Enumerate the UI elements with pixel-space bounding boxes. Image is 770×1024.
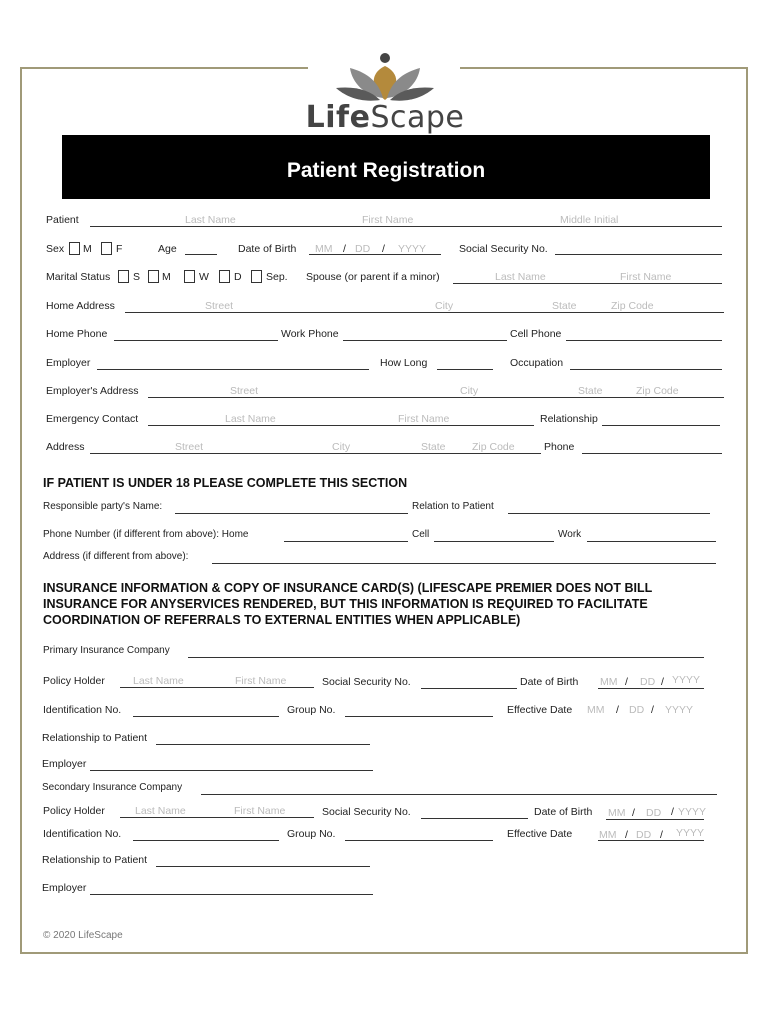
secondary-group-label: Group No. <box>287 828 336 840</box>
work-phone-field[interactable] <box>343 340 507 341</box>
primary-policy-holder-field[interactable] <box>120 687 314 688</box>
placeholder-zip: Zip Code <box>611 300 654 312</box>
primary-id-field[interactable] <box>133 716 279 717</box>
slash: / <box>382 243 385 255</box>
secondary-ssn-label: Social Security No. <box>322 806 411 818</box>
home-phone-label: Home Phone <box>46 328 108 340</box>
insurance-heading: INSURANCE INFORMATION & COPY OF INSURANCE CARD(S) (LIFESCAPE PREMIER DOES NOT BILL INSURANCE FOR ANYSERVICES RENDERED, BUT THIS INFORMATION IS REQUIRED TO FACILITATE COORDINATION OF REFERRALS TO EXTERNAL ENTITIES WHEN APPLICABLE) <box>43 581 653 627</box>
cell-phone-label: Cell Phone <box>510 328 562 340</box>
ssn-label: Social Security No. <box>459 243 548 255</box>
secondary-dob-field[interactable] <box>606 819 704 820</box>
ssn-field[interactable] <box>555 254 722 255</box>
placeholder-first-name: First Name <box>234 805 286 817</box>
occupation-field[interactable] <box>570 369 722 370</box>
placeholder-mm: MM <box>599 829 617 841</box>
marital-w-checkbox[interactable] <box>184 270 195 283</box>
minor-cell-label: Cell <box>412 529 430 540</box>
slash: / <box>660 829 663 841</box>
home-address-field[interactable] <box>125 312 724 313</box>
dob-label: Date of Birth <box>238 243 297 255</box>
placeholder-mm: MM <box>315 243 333 255</box>
address-field[interactable] <box>90 453 541 454</box>
primary-id-label: Identification No. <box>43 704 122 716</box>
lotus-logo-icon <box>300 48 470 108</box>
secondary-id-field[interactable] <box>133 840 279 841</box>
placeholder-city: City <box>332 441 351 453</box>
marital-s-label: S <box>133 271 141 283</box>
placeholder-middle-initial: Middle Initial <box>560 214 619 226</box>
minor-work-field[interactable] <box>587 541 716 542</box>
minor-home-phone-label: Phone Number (if different from above): Home <box>43 529 249 540</box>
slash: / <box>343 243 346 255</box>
placeholder-first-name: First Name <box>398 413 450 425</box>
placeholder-yyyy: YYYY <box>665 704 694 716</box>
how-long-label: How Long <box>380 357 428 369</box>
how-long-field[interactable] <box>437 369 493 370</box>
placeholder-street: Street <box>230 385 259 397</box>
slash: / <box>625 829 628 841</box>
marital-d-label: D <box>234 271 242 283</box>
secondary-relationship-field[interactable] <box>156 866 370 867</box>
marital-m-label: M <box>162 271 171 283</box>
responsible-party-field[interactable] <box>175 513 408 514</box>
patient-label: Patient <box>46 214 79 226</box>
secondary-employer-label: Employer <box>42 882 87 894</box>
placeholder-last-name: Last Name <box>495 271 546 283</box>
employer-address-label: Employer's Address <box>46 385 139 397</box>
placeholder-zip: Zip Code <box>636 385 679 397</box>
primary-employer-label: Employer <box>42 758 87 770</box>
emergency-contact-field[interactable] <box>148 425 534 426</box>
primary-policy-holder-label: Policy Holder <box>43 675 105 687</box>
address-label: Address <box>46 441 85 453</box>
placeholder-state: State <box>421 441 446 453</box>
placeholder-yyyy: YYYY <box>398 243 427 255</box>
slash: / <box>616 704 619 716</box>
marital-label: Marital Status <box>46 271 111 283</box>
placeholder-dd: DD <box>640 676 656 688</box>
lifescape-logo <box>300 48 470 133</box>
primary-ssn-label: Social Security No. <box>322 676 411 688</box>
primary-employer-field[interactable] <box>90 770 373 771</box>
secondary-ssn-field[interactable] <box>421 818 528 819</box>
placeholder-dd: DD <box>636 829 652 841</box>
primary-relationship-label: Relationship to Patient <box>42 732 148 744</box>
placeholder-mm: MM <box>608 807 626 819</box>
employer-field[interactable] <box>97 369 369 370</box>
sex-m-label: M <box>83 243 92 255</box>
primary-effective-label: Effective Date <box>507 704 573 716</box>
minor-address-field[interactable] <box>212 563 716 564</box>
marital-sep-checkbox[interactable] <box>251 270 262 283</box>
placeholder-street: Street <box>175 441 204 453</box>
employer-label: Employer <box>46 357 91 369</box>
placeholder-first-name: First Name <box>235 675 287 687</box>
secondary-relationship-label: Relationship to Patient <box>42 854 148 866</box>
placeholder-city: City <box>435 300 454 312</box>
age-field[interactable] <box>185 254 217 255</box>
minor-home-phone-field[interactable] <box>284 541 408 542</box>
phone-label: Phone <box>544 441 575 453</box>
minor-cell-field[interactable] <box>434 541 554 542</box>
sex-m-checkbox[interactable] <box>69 242 80 255</box>
placeholder-yyyy: YYYY <box>672 674 701 686</box>
primary-ssn-field[interactable] <box>421 688 517 689</box>
title-banner <box>62 135 710 199</box>
marital-m-checkbox[interactable] <box>148 270 159 283</box>
secondary-effective-field[interactable] <box>598 840 704 841</box>
secondary-insurance-field[interactable] <box>201 794 717 795</box>
placeholder-yyyy: YYYY <box>676 827 705 839</box>
secondary-effective-label: Effective Date <box>507 828 573 840</box>
secondary-dob-label: Date of Birth <box>534 806 593 818</box>
slash: / <box>671 806 674 818</box>
placeholder-dd: DD <box>355 243 371 255</box>
employer-address-field[interactable] <box>148 397 724 398</box>
cell-phone-field[interactable] <box>566 340 722 341</box>
placeholder-first-name: First Name <box>362 214 414 226</box>
secondary-id-label: Identification No. <box>43 828 122 840</box>
marital-s-checkbox[interactable] <box>118 270 129 283</box>
placeholder-last-name: Last Name <box>185 214 236 226</box>
relation-to-patient-field[interactable] <box>508 513 710 514</box>
primary-relationship-field[interactable] <box>156 744 370 745</box>
placeholder-dd: DD <box>629 704 645 716</box>
spouse-field[interactable] <box>453 283 722 284</box>
secondary-employer-field[interactable] <box>90 894 373 895</box>
slash: / <box>651 704 654 716</box>
placeholder-last-name: Last Name <box>225 413 276 425</box>
sex-f-checkbox[interactable] <box>101 242 112 255</box>
placeholder-dd: DD <box>646 807 662 819</box>
relation-to-patient-label: Relation to Patient <box>412 501 494 512</box>
marital-d-checkbox[interactable] <box>219 270 230 283</box>
secondary-insurance-label: Secondary Insurance Company <box>42 782 183 793</box>
brand-name: LifeScape <box>305 100 465 135</box>
primary-dob-field[interactable] <box>598 688 704 689</box>
emergency-contact-label: Emergency Contact <box>46 413 139 425</box>
primary-insurance-field[interactable] <box>188 657 704 658</box>
placeholder-state: State <box>552 300 577 312</box>
relationship-label: Relationship <box>540 413 598 425</box>
relationship-field[interactable] <box>602 425 720 426</box>
home-phone-field[interactable] <box>114 340 278 341</box>
placeholder-first-name: First Name <box>620 271 672 283</box>
primary-dob-label: Date of Birth <box>520 676 579 688</box>
placeholder-last-name: Last Name <box>133 675 184 687</box>
occupation-label: Occupation <box>510 357 564 369</box>
secondary-group-field[interactable] <box>345 840 493 841</box>
slash: / <box>625 676 628 688</box>
placeholder-city: City <box>460 385 479 397</box>
placeholder-zip: Zip Code <box>472 441 515 453</box>
marital-sep-label: Sep. <box>266 271 288 283</box>
placeholder-state: State <box>578 385 603 397</box>
placeholder-mm: MM <box>587 704 605 716</box>
phone-field[interactable] <box>582 453 722 454</box>
slash: / <box>632 807 635 819</box>
secondary-policy-holder-label: Policy Holder <box>43 805 105 817</box>
minor-section-heading: IF PATIENT IS UNDER 18 PLEASE COMPLETE THIS SECTION <box>43 476 408 490</box>
copyright: © 2020 LifeScape <box>43 930 123 941</box>
placeholder-yyyy: YYYY <box>678 806 707 818</box>
sex-f-label: F <box>116 243 123 255</box>
placeholder-mm: MM <box>600 676 618 688</box>
primary-group-label: Group No. <box>287 704 336 716</box>
patient-name-field[interactable] <box>90 226 722 227</box>
work-phone-label: Work Phone <box>281 328 339 340</box>
responsible-party-label: Responsible party's Name: <box>43 501 163 512</box>
marital-w-label: W <box>199 271 209 283</box>
form-title: Patient Registration <box>286 159 486 182</box>
primary-insurance-label: Primary Insurance Company <box>43 645 170 656</box>
slash: / <box>661 676 664 688</box>
spouse-label: Spouse (or parent if a minor) <box>306 271 440 283</box>
age-label: Age <box>158 243 177 255</box>
minor-work-label: Work <box>558 529 582 540</box>
placeholder-street: Street <box>205 300 234 312</box>
minor-address-label: Address (if different from above): <box>43 551 189 562</box>
primary-group-field[interactable] <box>345 716 493 717</box>
home-address-label: Home Address <box>46 300 115 312</box>
placeholder-last-name: Last Name <box>135 805 186 817</box>
sex-label: Sex <box>46 243 65 255</box>
secondary-policy-holder-field[interactable] <box>120 817 314 818</box>
